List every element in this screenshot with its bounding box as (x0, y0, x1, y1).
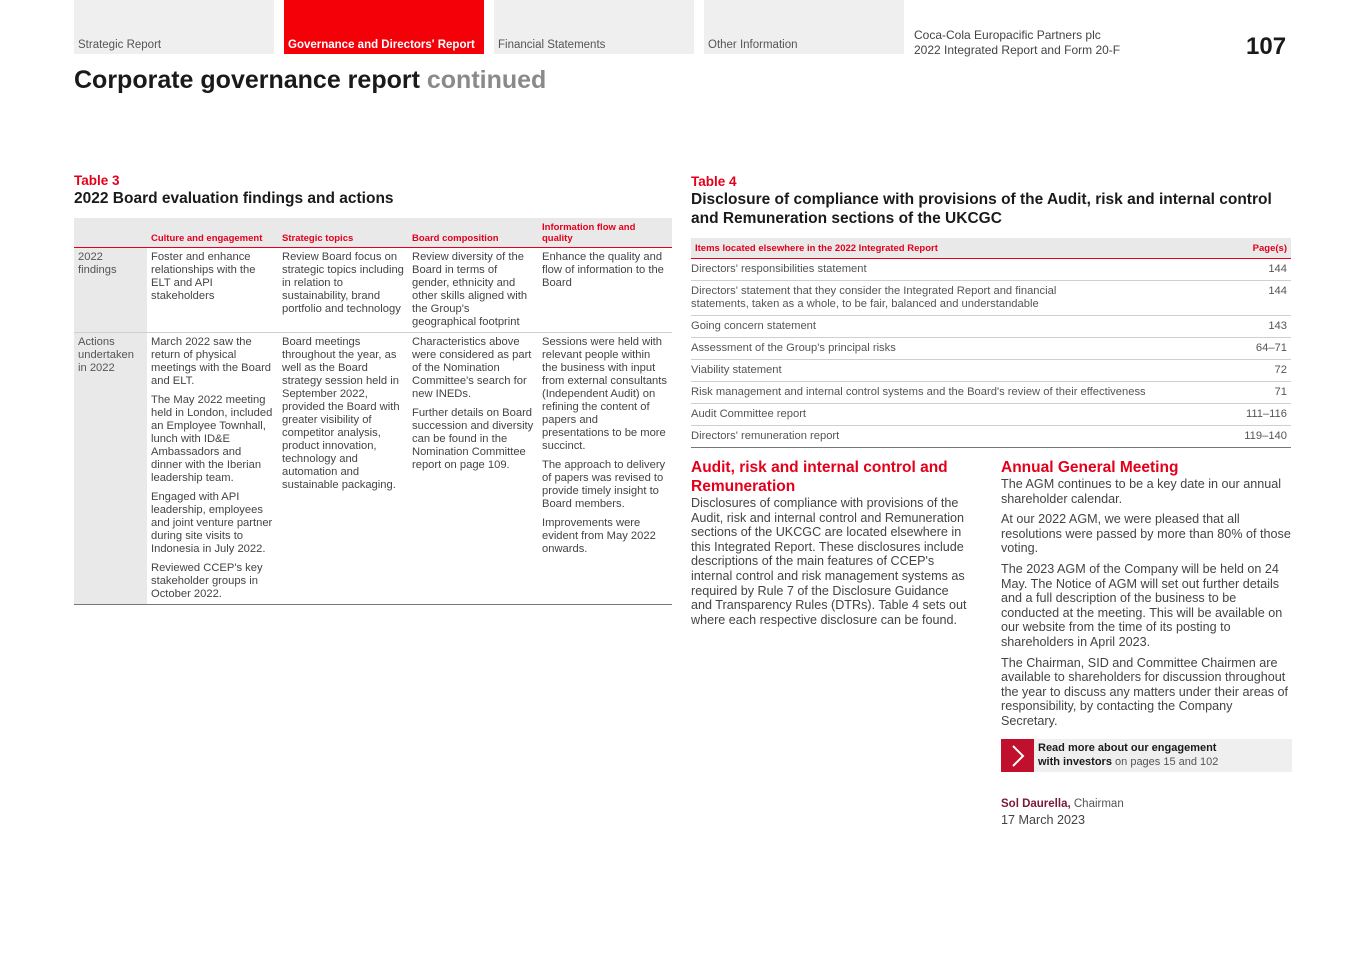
read-more-text (1034, 739, 1218, 772)
agm-heading: Annual General Meeting (1001, 459, 1179, 476)
pages-cell: 72 (1201, 360, 1291, 382)
table-header-items: Items located elsewhere in the 2022 Integrated Report (691, 238, 1201, 259)
table-3-label: Table 3 (74, 173, 120, 188)
table-4-section (691, 173, 1291, 448)
document-title-company: Coca-Cola Europacific Partners plc (914, 28, 1101, 42)
cell-text: March 2022 saw the return of physical meetings with the Board and ELT. (151, 336, 272, 387)
table-3-section (74, 172, 672, 605)
read-more-pages: on pages 15 and 102 (1115, 755, 1219, 768)
nav-tab-strategic-report[interactable]: Strategic Report (74, 0, 274, 54)
read-more-line2-bold: with investors (1038, 755, 1112, 768)
signatory-role: Chairman (1073, 798, 1124, 810)
cell-text: Board meetings throughout the year, as well as the Board strategy session held in September 2022, provided the Board with greater visibility of competitor analysis, product innovation, technology and automation and sustainable packaging. (282, 336, 400, 491)
read-more-investors-link[interactable] (1001, 739, 1292, 772)
table-cell (538, 248, 672, 333)
table-row (691, 281, 1291, 316)
chevron-right-icon (1001, 739, 1034, 772)
table-header-composition: Board composition (408, 218, 538, 248)
table-row (691, 426, 1291, 448)
cell-text: The May 2022 meeting held in London, included an Employee Townhall, lunch with ID&E Ambassadors and dinner with the Iberian leadership team. (151, 394, 273, 484)
table-header-row (74, 218, 672, 248)
agm-paragraph: The 2023 AGM of the Company will be held on 24 May. The Notice of AGM will set out further details and a full description of the business to be conducted at the meeting. This will be available on our website from the time of its posting to shareholders in April 2023. (1001, 561, 1283, 649)
table-cell (538, 333, 672, 605)
table-header-strategic: Strategic topics (278, 218, 408, 248)
pages-cell: 119–140 (1201, 426, 1291, 448)
agm-paragraph: The AGM continues to be a key date in our annual shareholder calendar. (1001, 477, 1282, 506)
cell-text: Improvements were evident from May 2022 onwards. (542, 517, 656, 555)
table-3-title: 2022 Board evaluation findings and actions (74, 190, 394, 207)
section-nav (74, 0, 914, 54)
table-header-information: Information flow and quality (538, 218, 672, 248)
agm-section (1001, 458, 1292, 735)
document-title-report: 2022 Integrated Report and Form 20-F (914, 43, 1121, 57)
table-cell (147, 333, 278, 605)
agm-paragraph: The Chairman, SID and Committee Chairmen are available to shareholders for discussion throughout the year to discuss any matters under their areas of responsibility, by contacting the Company Secretary. (1001, 655, 1288, 728)
item-cell: Directors' responsibilities statement (691, 259, 1201, 281)
pages-cell: 111–116 (1201, 404, 1291, 426)
pages-cell: 144 (1201, 281, 1291, 316)
cell-text: Review diversity of the Board in terms of gender, ethnicity and other skills aligned with the Group's geographical footprint (412, 251, 528, 328)
cell-text: Sessions were held with relevant people within the business with input from external consultants (Independent Audit) on refining the content of papers and presentations to be more succinct. (542, 336, 667, 452)
table-cell (408, 248, 538, 333)
table-4-title: Disclosure of compliance with provisions of the Audit, risk and internal control and Remuneration sections of the UKCGC (691, 191, 1272, 227)
audit-risk-paragraph: Disclosures of compliance with provisions of the Audit, risk and internal control and Remuneration sections of the UKCGC are located elsewhere in this Integrated Report. These disclosures include descriptions of the main features of CCEP's internal control and risk management systems as required by Rule 7 of the Disclosure Guidance and Transparency Rules (DTRs). Table 4 sets out where each respective disclosure can be found. (691, 496, 967, 627)
audit-risk-section (691, 458, 967, 633)
table-4-label: Table 4 (691, 174, 737, 189)
nav-tab-governance[interactable]: Governance and Directors' Report (284, 0, 484, 54)
table-row-actions (74, 333, 672, 605)
signatory-name: Sol Daurella, (1001, 798, 1071, 810)
pages-cell: 64–71 (1201, 338, 1291, 360)
board-evaluation-table (74, 218, 672, 605)
table-cell (147, 248, 278, 333)
pages-cell: 144 (1201, 259, 1291, 281)
nav-tab-financial-statements[interactable]: Financial Statements (494, 0, 694, 54)
cell-text: Characteristics above were considered as part of the Nomination Committee's search for new INEDs. (412, 336, 532, 400)
item-cell: Assessment of the Group's principal risks (691, 338, 1201, 360)
item-cell: Risk management and internal control systems and the Board's review of their effectiveness (691, 382, 1201, 404)
cell-text: Engaged with API leadership, employees and joint venture partner during site visits to Indonesia in July 2022. (151, 491, 273, 555)
read-more-line1: Read more about our engagement (1038, 742, 1217, 754)
table-cell (408, 333, 538, 605)
item-cell: Going concern statement (691, 316, 1201, 338)
cell-text: Reviewed CCEP's key stakeholder groups in October 2022. (151, 562, 263, 600)
pages-cell: 143 (1201, 316, 1291, 338)
audit-risk-heading: Audit, risk and internal control and Remuneration (691, 459, 948, 495)
compliance-disclosure-table (691, 238, 1291, 448)
table-cell (278, 333, 408, 605)
cell-text: Foster and enhance relationships with the ELT and API stakeholders (151, 251, 256, 302)
table-row (691, 404, 1291, 426)
signature-block (1001, 796, 1124, 828)
table-row (691, 382, 1291, 404)
page-title-main: Corporate governance report (74, 66, 420, 94)
page-title (74, 66, 546, 95)
table-row-findings (74, 248, 672, 333)
table-row (691, 338, 1291, 360)
table-row (691, 360, 1291, 382)
pages-cell: 71 (1201, 382, 1291, 404)
cell-text: Enhance the quality and flow of information to the Board (542, 251, 664, 289)
table-header-row (691, 238, 1291, 259)
nav-tab-other-information[interactable]: Other Information (704, 0, 904, 54)
row-label-findings: 2022 findings (74, 248, 147, 333)
page-title-suffix: continued (426, 66, 547, 94)
table-header-pages: Page(s) (1201, 238, 1291, 259)
item-cell: Directors' remuneration report (691, 426, 1201, 448)
item-cell: Viability statement (691, 360, 1201, 382)
cell-text: The approach to delivery of papers was revised to provide timely insight to Board members. (542, 459, 666, 510)
item-cell: Directors' statement that they consider the Integrated Report and financial statements, taken as a whole, to be fair, balanced and understandable (691, 281, 1201, 316)
agm-paragraph: At our 2022 AGM, we were pleased that all resolutions were passed by more than 80% of those voting. (1001, 512, 1291, 556)
row-label-actions: Actions undertaken in 2022 (74, 333, 147, 605)
item-cell: Audit Committee report (691, 404, 1201, 426)
table-cell (278, 248, 408, 333)
signature-date: 17 March 2023 (1001, 813, 1086, 827)
document-title (914, 28, 1120, 58)
table-row (691, 259, 1291, 281)
page-number: 107 (1246, 33, 1287, 60)
table-header-culture: Culture and engagement (147, 218, 278, 248)
cell-text: Further details on Board succession and diversity can be found in the Nomination Committee report on page 109. (412, 407, 534, 471)
table-header-corner (74, 218, 147, 248)
cell-text: Review Board focus on strategic topics including in relation to sustainability, brand portfolio and technology (282, 251, 404, 315)
table-row (691, 316, 1291, 338)
